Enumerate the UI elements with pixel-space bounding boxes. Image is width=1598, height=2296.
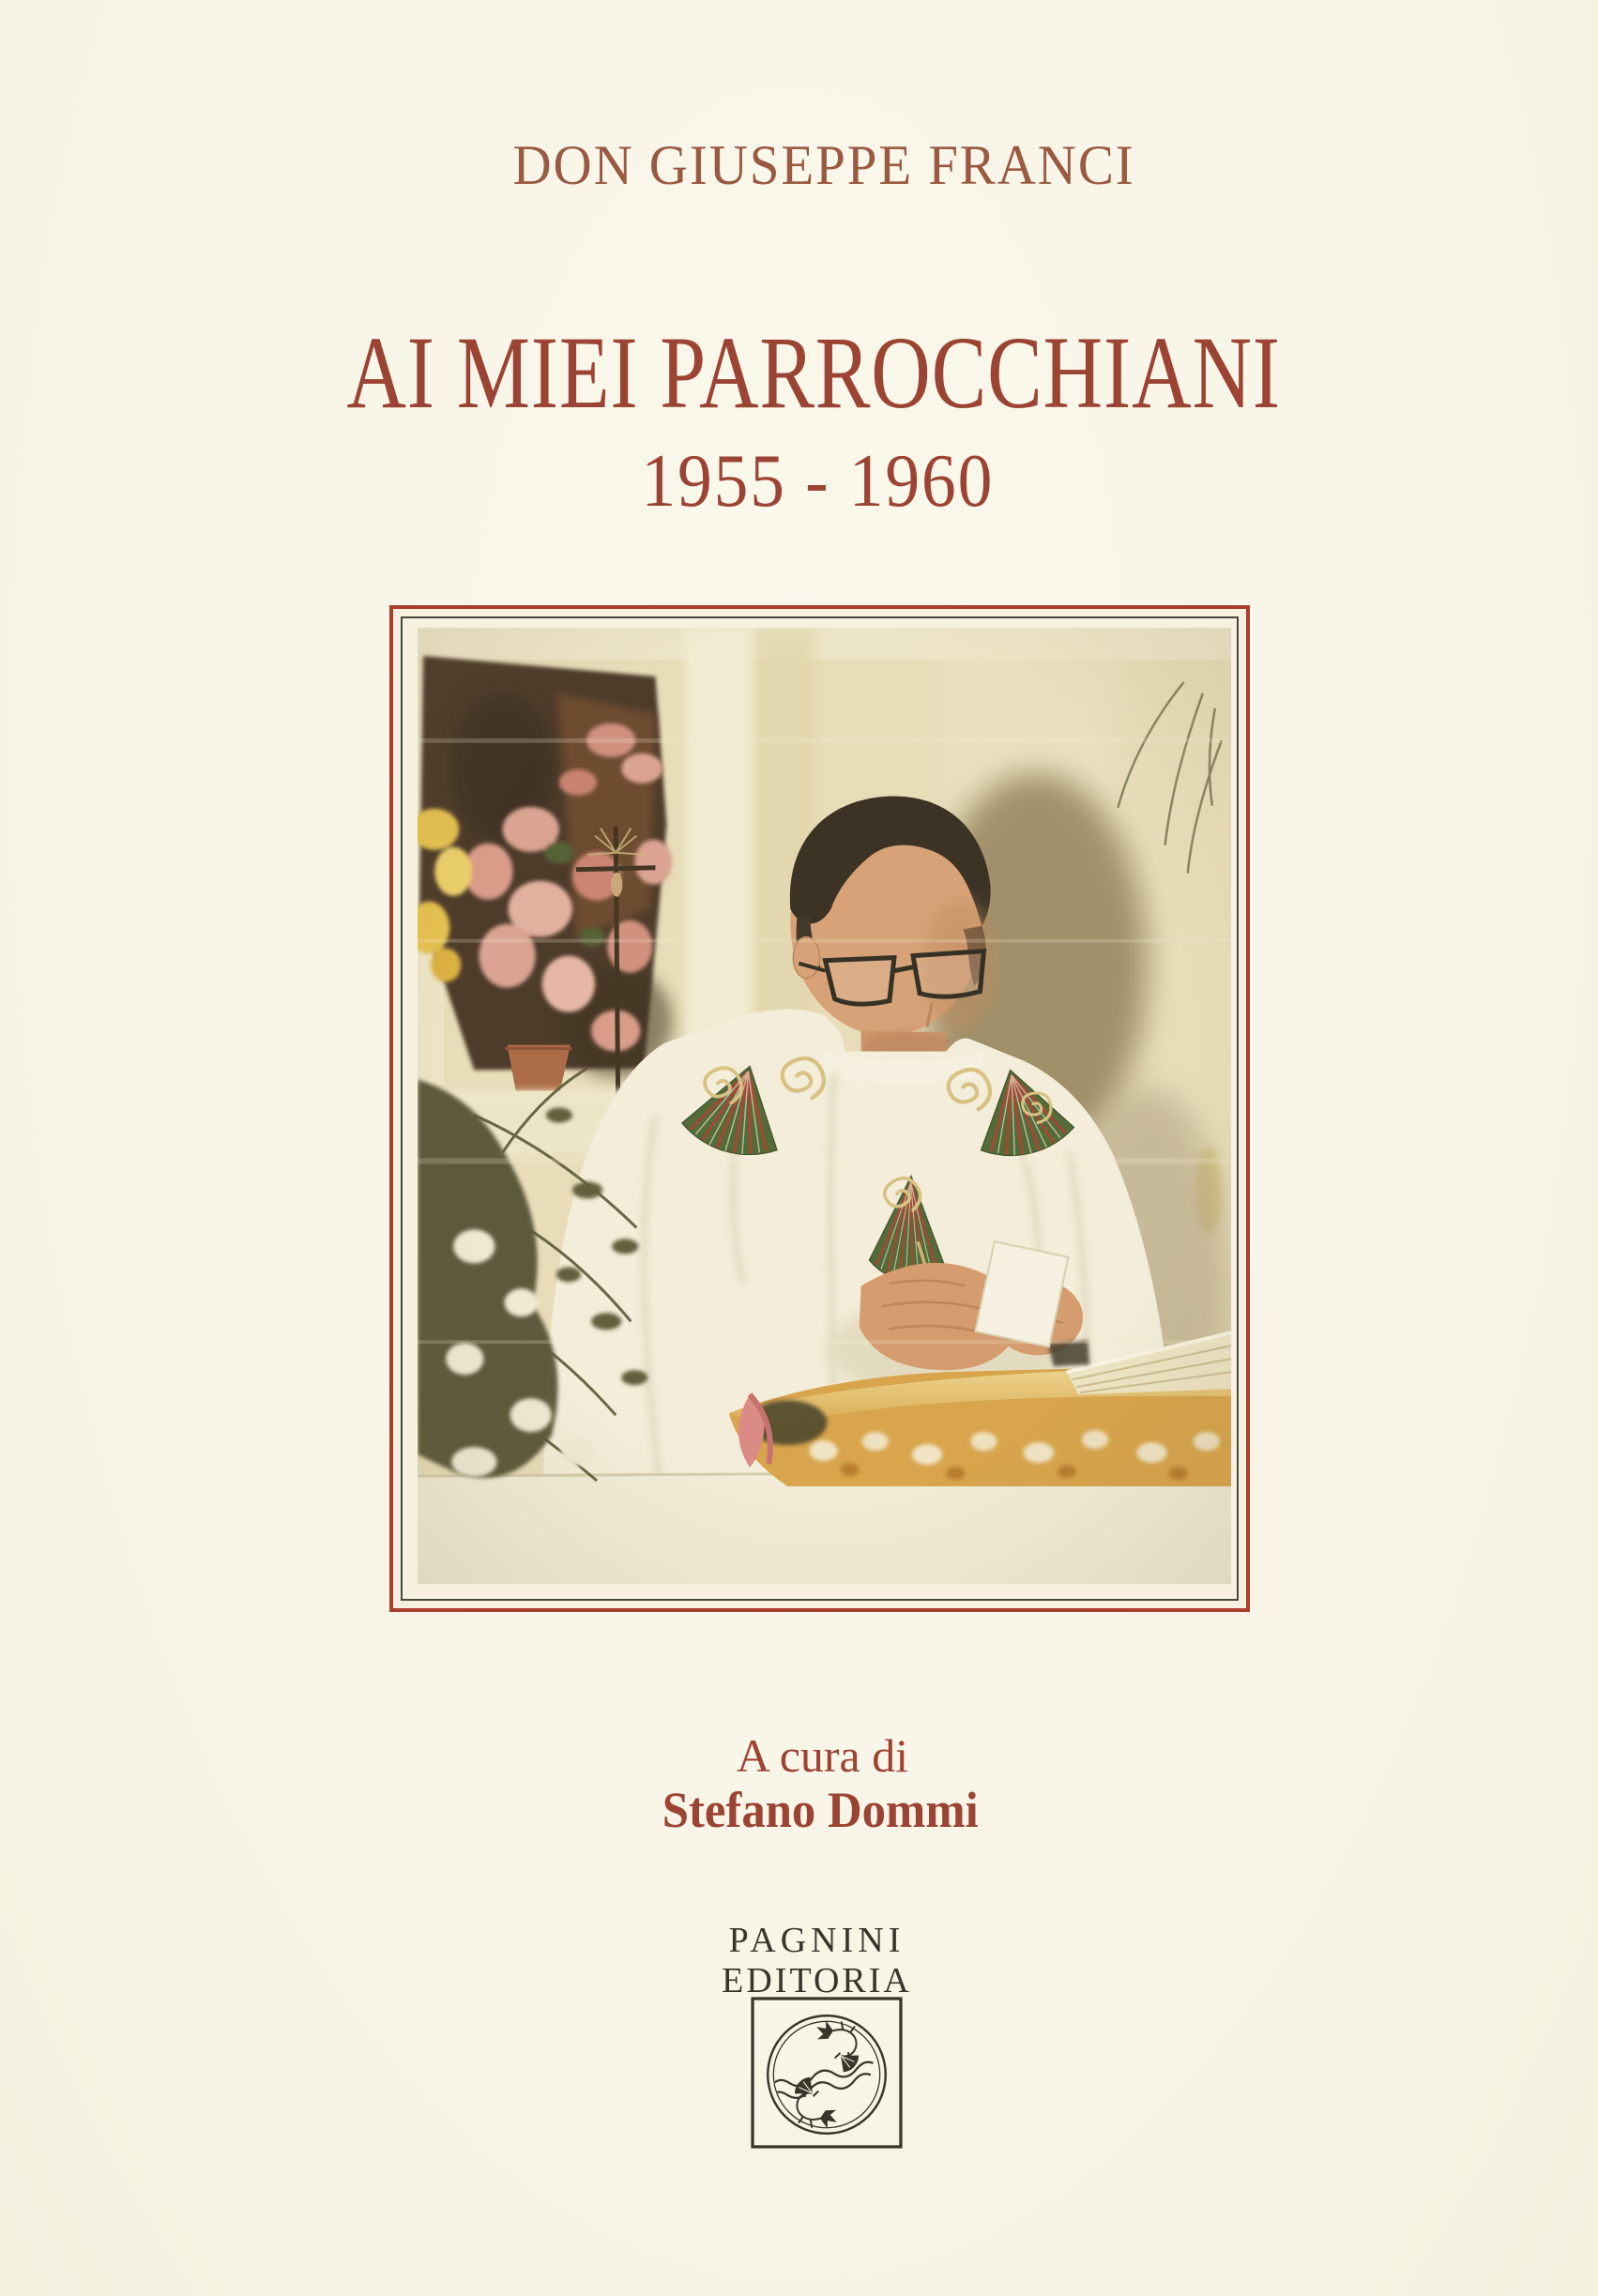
publisher-name — [36, 1920, 1598, 1961]
priest-at-altar-photo — [418, 628, 1231, 1584]
two-dragons-waves-icon — [751, 1997, 903, 2149]
photo-frame — [389, 605, 1250, 1612]
curator-name-text: Stefano Dommi — [662, 1782, 979, 1838]
curator-prefix — [47, 1728, 1598, 1783]
book-years-text: 1955 - 1960 — [641, 440, 995, 523]
page-title — [30, 313, 1598, 433]
book-years — [38, 439, 1598, 525]
curator-prefix-text: A cura di — [736, 1729, 909, 1782]
publisher-type-text: EDITORIA — [722, 1961, 912, 2000]
publisher-type — [36, 1960, 1598, 2001]
author-name: DON GIUSEPPE FRANCI — [512, 134, 1136, 196]
author-line — [51, 133, 1598, 198]
book-title-text: AI MIEI PARROCCHIANI — [346, 315, 1282, 430]
curator-name — [43, 1781, 1598, 1839]
publisher-name-text: PAGNINI — [728, 1921, 906, 1960]
publisher-emblem — [751, 1997, 903, 2149]
cover-photo — [418, 628, 1231, 1584]
